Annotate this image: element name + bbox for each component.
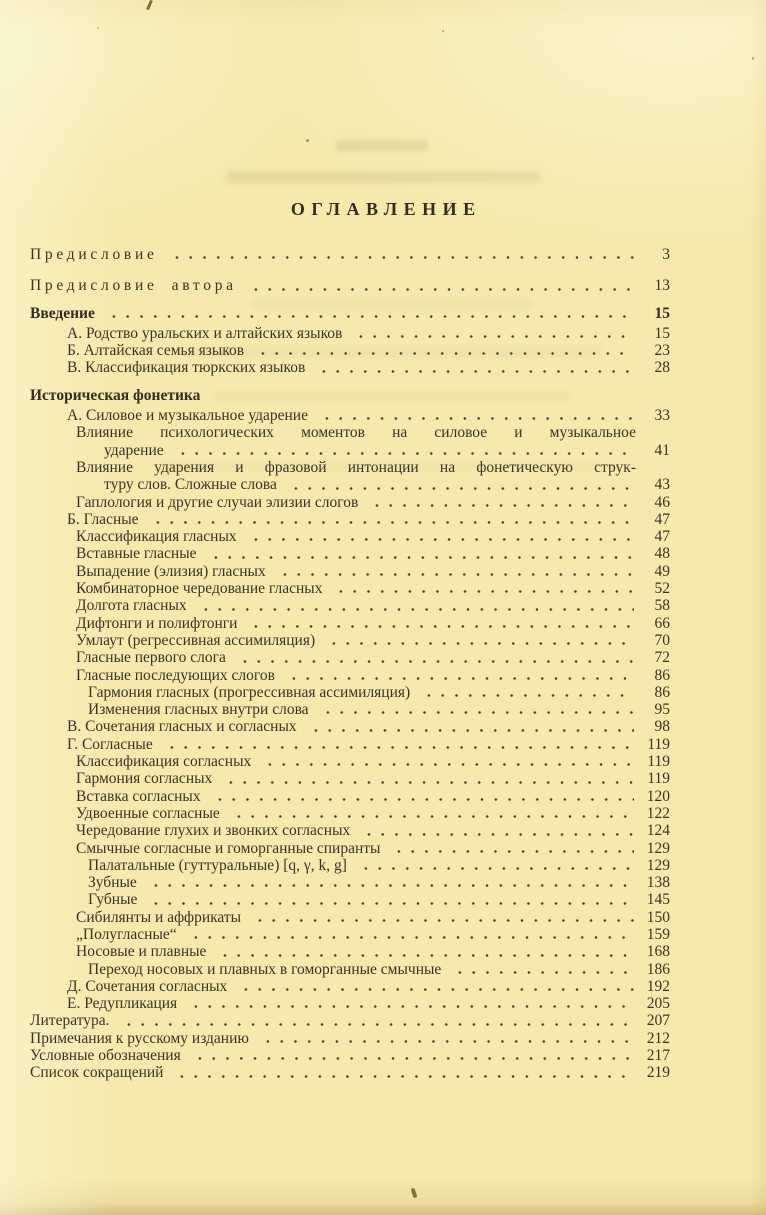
toc-page-number: 159 [646,925,670,943]
dot-leader [146,511,634,528]
toc-entry [30,1030,670,1047]
toc-entry [30,615,670,632]
dot-leader [188,1047,634,1064]
toc-entry [30,753,670,770]
dot-leader [144,891,634,908]
table-of-contents [30,246,670,1082]
toc-entry [30,874,670,891]
toc-page-number: 15 [654,324,670,342]
toc-entry-title: Классификация гласных [76,528,237,546]
toc-entry [30,476,670,493]
toc-page-number: 13 [654,277,670,295]
dot-leader [329,580,634,597]
toc-page-number: 207 [646,1012,670,1030]
toc-entry [30,494,670,511]
toc-entry-title: Изменения гласных внутри слова [88,701,309,719]
toc-entry-title: Литература. [30,1012,110,1030]
dot-leader [227,805,634,822]
toc-entry [30,840,670,857]
toc-entry-title: Дифтонги и полифтонги [76,614,238,632]
dot-leader [312,359,634,376]
dot-leader [304,718,634,735]
toc-entry [30,718,670,735]
toc-entry-title: Зубные [88,874,137,892]
page-title: ОГЛАВЛЕНИЕ [290,199,482,219]
toc-page-number: 47 [654,510,670,528]
dot-leader [354,857,634,874]
toc-entry-title: Палатальные (гуттуральные) [q, γ, k, g] [88,856,347,874]
toc-page-number: 212 [646,1029,670,1047]
toc-page-number: 122 [646,804,670,822]
toc-entry-title: Выпадение (элизия) гласных [76,562,266,580]
dot-leader [184,926,634,943]
dot-leader [357,822,634,839]
toc-page-number: 119 [647,753,670,771]
toc-entry [30,545,670,562]
toc-entry-title: Список сокращений [30,1064,164,1082]
dot-leader [208,788,634,805]
toc-entry-title: Носовые и плавные [76,943,207,961]
toc-entry [30,701,670,718]
bleedthrough-mark [226,171,540,183]
toc-page-number: 15 [654,304,670,322]
toc-entry [30,387,670,404]
toc-entry-title: Гармония гласных (прогрессивная ассимиляция) [88,683,411,701]
toc-entry [30,277,670,294]
dot-leader [194,597,634,614]
toc-entry [30,424,670,441]
dot-leader [244,615,634,632]
toc-page-number: 66 [654,614,670,632]
toc-entry [30,342,670,359]
toc-page-number: 219 [646,1064,670,1082]
toc-entry-title: Введение [30,304,95,322]
toc-entry [30,407,670,424]
toc-entry-title: Б. Гласные [67,510,139,528]
dot-leader [170,1064,634,1081]
toc-entry-title: Сибилянты и аффрикаты [76,908,242,926]
dot-leader [316,701,634,718]
toc-entry [30,857,670,874]
dot-leader [417,684,634,701]
dot-leader [251,342,634,359]
toc-entry-title: Предисловие [30,246,158,263]
toc-page-number: 86 [654,666,670,684]
dot-leader [315,407,634,424]
toc-entry-title: туру слов. Сложные слова [104,476,277,494]
toc-entry-title: Влияние ударения и фразовой интонации на фонетическую струк- [76,458,636,476]
dot-leader [322,632,634,649]
dot-leader [284,476,634,493]
scan-mark [411,1188,418,1199]
toc-page-number: 48 [654,545,670,563]
toc-entry [30,909,670,926]
toc-entry-title: Смычные согласные и гоморганные спиранты [76,839,381,857]
toc-entry [30,891,670,908]
dot-leader [349,325,634,342]
toc-entry-title: Д. Сочетания согласных [67,977,228,995]
toc-page-number: 33 [654,407,670,425]
dot-leader [102,305,634,322]
toc-entry-title: Предисловие автора [30,277,237,295]
dot-leader [282,667,634,684]
toc-page-number: 43 [654,476,670,494]
dot-leader [117,1012,634,1029]
toc-entry-title: Вставные гласные [76,545,197,563]
toc-entry [30,632,670,649]
toc-page-number: 129 [646,856,670,874]
toc-entry [30,805,670,822]
dot-leader [165,246,634,263]
toc-entry [30,597,670,614]
toc-entry [30,770,670,787]
toc-entry [30,926,670,943]
toc-entry-title: Губные [88,891,138,909]
dot-leader [244,277,634,294]
toc-entry-title: Комбинаторное чередование гласных [76,580,323,598]
dot-leader [448,961,634,978]
toc-entry-title: Гармония согласных [76,770,213,788]
toc-page-number: 72 [654,649,670,667]
toc-entry [30,684,670,701]
toc-entry-title: В. Сочетания гласных и согласных [67,718,297,736]
toc-page-number: 23 [654,342,670,360]
toc-page-number: 192 [646,977,670,995]
toc-entry [30,1047,670,1064]
toc-entry-title: В. Классификация тюркских языков [67,359,306,377]
toc-page-number: 150 [646,908,670,926]
toc-page-number: 86 [654,683,670,701]
toc-page-number: 217 [646,1047,670,1065]
toc-entry-title: Б. Алтайская семья языков [67,342,245,360]
scan-speck [97,27,99,29]
toc-page-number: 46 [654,493,670,511]
toc-page-number: 70 [654,631,670,649]
toc-page-number: 119 [647,770,670,788]
dot-leader [171,442,634,459]
dot-leader [219,770,634,787]
toc-page-number: 145 [646,891,670,909]
toc-entry-title: Гласные первого слога [76,649,226,667]
toc-page-number: 124 [646,822,670,840]
toc-entry [30,359,670,376]
toc-page-number: 52 [654,580,670,598]
toc-entry-title: А. Родство уральских и алтайских языков [67,324,343,342]
dot-leader [184,995,634,1012]
toc-entry-title: Примечания к русскому изданию [30,1029,249,1047]
dot-leader [233,649,634,666]
toc-entry-title: Влияние психологических моментов на силовое и музыкальное [76,424,636,442]
toc-page-number: 138 [646,874,670,892]
toc-entry [30,667,670,684]
toc-entry [30,325,670,342]
dot-leader [365,494,634,511]
toc-page-number: 205 [646,995,670,1013]
toc-page-number: 129 [646,839,670,857]
toc-entry [30,649,670,666]
toc-entry-title: Гласные последующих слогов [76,666,275,684]
toc-entry [30,995,670,1012]
dot-leader [248,909,634,926]
toc-entry [30,442,670,459]
toc-entry [30,788,670,805]
toc-page-number: 41 [654,441,670,459]
toc-entry-title: Вставка согласных [76,787,201,805]
toc-page-number: 95 [654,701,670,719]
scan-speck [442,30,444,32]
scan-speck [752,57,754,60]
toc-page-number: 3 [662,246,670,263]
toc-page-number: 186 [646,960,670,978]
toc-page-number: 168 [646,943,670,961]
toc-page-number: 120 [646,787,670,805]
toc-entry [30,961,670,978]
dot-leader [234,978,634,995]
toc-entry [30,528,670,545]
dot-leader [258,753,634,770]
toc-entry-title: Историческая фонетика [30,386,201,404]
toc-entry [30,563,670,580]
toc-page-number: 28 [654,359,670,377]
toc-entry [30,511,670,528]
toc-entry [30,822,670,839]
toc-entry [30,580,670,597]
toc-entry [30,943,670,960]
dot-leader [244,528,634,545]
dot-leader [160,736,634,753]
toc-entry [30,1064,670,1081]
toc-entry [30,1012,670,1029]
toc-page-number: 47 [654,528,670,546]
dot-leader [256,1030,634,1047]
toc-entry [30,305,670,322]
toc-entry [30,246,670,263]
dot-leader [387,840,634,857]
dot-leader [144,874,634,891]
toc-entry-title: Классификация согласных [76,753,252,771]
toc-entry-title: Чередование глухих и звонких согласных [76,822,351,840]
toc-entry [30,978,670,995]
toc-page-number: 98 [654,718,670,736]
toc-entry-title: „Полугласные“ [76,925,177,943]
dot-leader [213,943,634,960]
scan-speck [306,139,309,142]
toc-entry [30,459,670,476]
toc-entry-title: А. Силовое и музыкальное ударение [67,407,308,425]
bleedthrough-mark [336,140,428,151]
dot-leader [204,545,635,562]
scan-mark [146,0,153,10]
toc-entry-title: Переход носовых и плавных в гоморганные смычные [88,960,442,978]
toc-entry-title: Г. Согласные [67,735,153,753]
toc-page-number: 119 [647,735,670,753]
toc-page-number: 58 [654,597,670,615]
toc-entry-title: Условные обозначения [30,1047,181,1065]
toc-entry-title: Гаплология и другие случаи элизии слогов [76,493,359,511]
toc-entry-title: Умлаут (регрессивная ассимиляция) [76,631,316,649]
toc-entry [30,736,670,753]
toc-entry-title: Долгота гласных [76,597,187,615]
toc-entry-title: Е. Редупликация [67,995,178,1013]
dot-leader [273,563,634,580]
toc-page-number: 49 [654,562,670,580]
toc-entry-title: ударение [104,441,164,459]
toc-entry-title: Удвоенные согласные [76,804,220,822]
